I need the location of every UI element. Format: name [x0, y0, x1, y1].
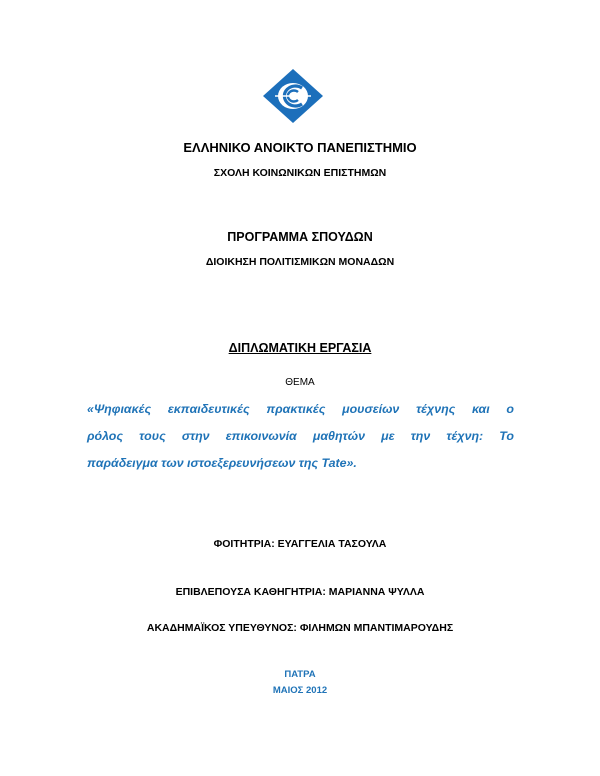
- academic-responsible: ΑΚΑΔΗΜΑΪΚΟΣ ΥΠΕΥΘΥΝΟΣ: ΦΙΛΗΜΩΝ ΜΠΑΝΤΙΜΑΡΟΥΔΗΣ: [146, 622, 454, 634]
- university-logo-icon: [262, 68, 324, 124]
- student-name: ΦΟΙΤΗΤΡΙΑ: ΕΥΑΓΓΕΛΙΑ ΤΑΣΟΥΛΑ: [213, 538, 387, 550]
- school-name: ΣΧΟΛΗ ΚΟΙΝΩΝΙΚΩΝ ΕΠΙΣΤΗΜΩΝ: [213, 167, 387, 179]
- topic-label: ΘΕΜΑ: [285, 377, 315, 388]
- thesis-topic: [87, 396, 514, 477]
- program-name: ΔΙΟΙΚΗΣΗ ΠΟΛΙΤΙΣΜΙΚΩΝ ΜΟΝΑΔΩΝ: [205, 256, 395, 268]
- date: ΜΑΙΟΣ 2012: [272, 685, 328, 696]
- topic-line: παράδειγμα των ιστοεξερευνήσεων της Tate».: [87, 456, 357, 470]
- topic-line: «Ψηφιακές εκπαιδευτικές πρακτικές μουσείων τέχνης και ο: [87, 402, 514, 416]
- city: ΠΑΤΡΑ: [284, 669, 316, 680]
- supervisor-name: ΕΠΙΒΛΕΠΟΥΣΑ ΚΑΘΗΓΗΤΡΙΑ: ΜΑΡΙΑΝΝΑ ΨΥΛΛΑ: [175, 586, 425, 598]
- program-title: ΠΡΟΓΡΑΜΜΑ ΣΠΟΥΔΩΝ: [227, 230, 373, 244]
- topic-line: ρόλος τους στην επικοινωνία μαθητών με την τέχνη: Το: [87, 429, 514, 443]
- thesis-type: ΔΙΠΛΩΜΑΤΙΚΗ ΕΡΓΑΣΙΑ: [228, 341, 372, 355]
- university-name: ΕΛΛΗΝΙΚΟ ΑΝΟΙΚΤΟ ΠΑΝΕΠΙΣΤΗΜΙΟ: [183, 140, 417, 155]
